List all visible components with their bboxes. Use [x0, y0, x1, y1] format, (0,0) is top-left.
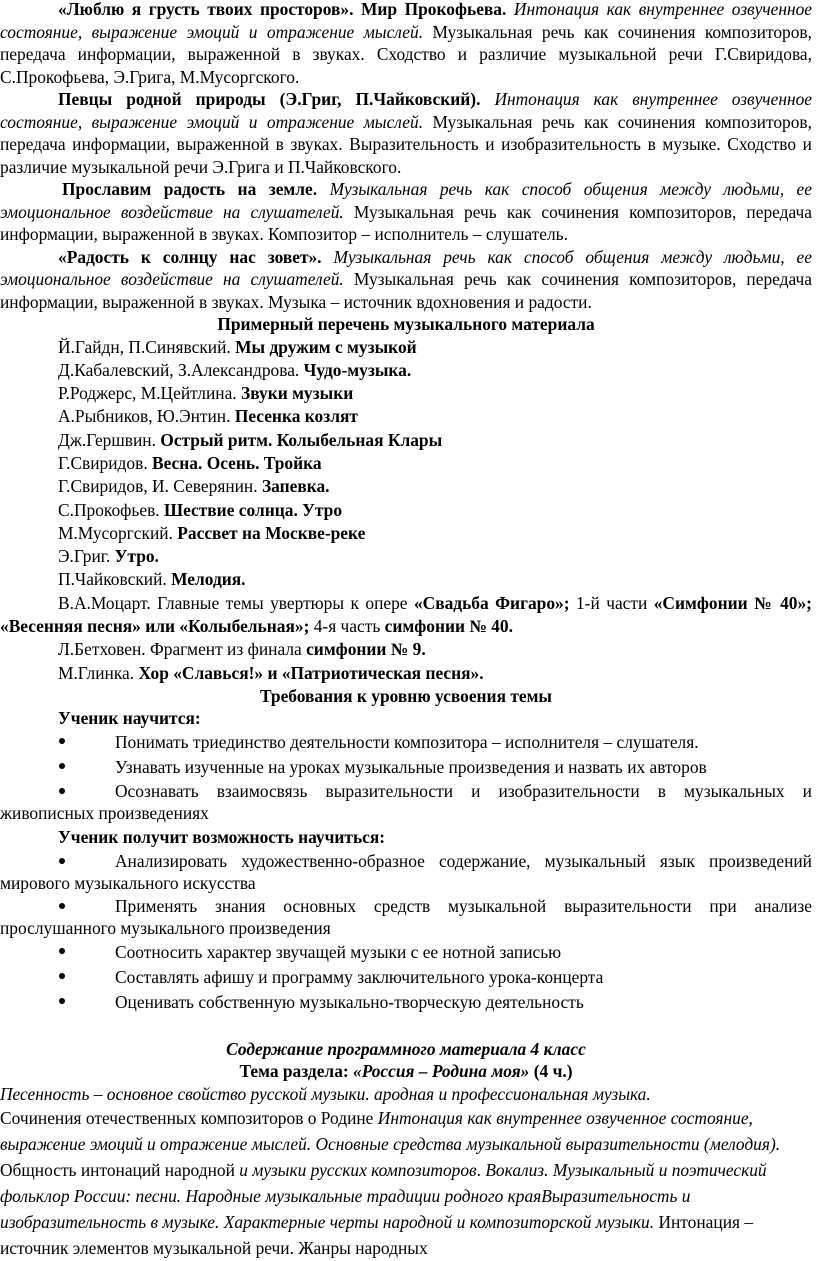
- section-italic: Интонация как внутреннее озвученное состояние, выражение эмоций и отражение мыслей.: [0, 89, 812, 132]
- learn-item: Узнавать изученные на уроках музыкальные произведения и назвать их авторов: [0, 755, 812, 780]
- section-paragraph: [0, 88, 812, 178]
- opportunity-item: Соотносить характер звучащей музыки с ее нотной записью: [0, 940, 812, 965]
- section-title: «Люблю я грусть твоих просторов». Мир Прокофьева.: [58, 0, 507, 19]
- opportunity-item: Применять знания основных средств музыкальной выразительности при анализе прослушанного музыкального произведения: [0, 895, 812, 939]
- theme-heading: Тема раздела: «Россия – Родина моя» (4 ч.): [239, 1061, 573, 1082]
- material-item-glinka: М.Глинка. Хор «Славься!» и «Патриотическая песня».: [58, 662, 484, 683]
- section-text: Музыкальная речь как сочинения композиторов, передача информации, выраженной в звуках. Музыка – источник вдохновения и радости.: [0, 269, 812, 312]
- content-paragraph: Песенность – основное свойство русской музыки. ародная и профессиональная музыка.: [0, 1083, 651, 1104]
- content-paragraph: Сочинения отечественных композиторов о Родине Интонация как внутреннее озвученное состояние, выражение эмоций и отражение мыслей. Основные средства музыкальной выразительности (мелодия). Общность интонаций народной и музыки русских композиторов. Вокализ. Музыкальный и поэтический фольклор России: песни. Народные музыкальные традиции родного краяВыразительность и изобразительность в музыке. Характерные черты народной и композиторской музыки. Интонация – источник элементов музыкальной речи. Жанры народных: [0, 1108, 781, 1259]
- material-item: Э.Григ. Утро.: [58, 546, 159, 567]
- material-item: Р.Роджерс, М.Цейтлина. Звуки музыки: [58, 383, 354, 404]
- material-item: А.Рыбников, Ю.Энтин. Песенка козлят: [58, 406, 358, 427]
- section-italic: Музыкальная речь как способ общения между людьми, ее эмоциональное воздействие на слушателей.: [0, 179, 812, 222]
- opportunity-item: Составлять афишу и программу заключительного урока-концерта: [0, 965, 812, 990]
- opportunity-item: Анализировать художественно-образное содержание, музыкальный язык произведений мирового музыкального искусства: [0, 850, 812, 894]
- material-heading: Примерный перечень музыкального материала: [217, 314, 595, 334]
- section-italic: Интонация как внутреннее озвученное состояние, выражение эмоций и отражение мыслей.: [0, 0, 813, 42]
- learn-item: Осознавать взаимосвязь выразительности и изобразительности в музыкальных и живописных произведениях: [0, 780, 812, 824]
- section-title: Певцы родной природы (Э.Григ, П.Чайковский).: [58, 89, 481, 109]
- material-list: [0, 336, 812, 685]
- section-text: Музыкальная речь как сочинения композиторов, передача информации, выраженной в звуках. Сходство и различие музыкальной речи Г.Свиридова, С.Прокофьева, Э.Грига, М.Мусоргского.: [0, 21, 812, 87]
- section-text: Музыкальная речь как сочинения композиторов, передача информации, выраженной в звуках. Выразительность и изобразительность в музыке. Сходство и различие музыкальной речи Э.Грига и П.Чайковского.: [0, 111, 812, 177]
- material-item-beethoven: Л.Бетховен. Фрагмент из финала симфонии № 9.: [58, 639, 426, 660]
- learn-item: Понимать триединство деятельности композитора – исполнителя – слушателя.: [0, 730, 812, 755]
- section-text: Музыкальная речь как сочинения композиторов, передача информации, выраженной в звуках. Композитор – исполнитель – слушатель.: [0, 201, 812, 244]
- opportunity-title: Ученик получит возможность научиться:: [58, 826, 386, 847]
- opportunity-item: Оценивать собственную музыкально-творческую деятельность: [0, 990, 812, 1015]
- material-item: П.Чайковский. Мелодия.: [58, 569, 246, 590]
- material-item: Дж.Гершвин. Острый ритм. Колыбельная Клары: [58, 429, 443, 450]
- section-paragraph: [0, 246, 812, 314]
- material-item-mozart: В.А.Моцарт. Главные темы увертюры к опере «Свадьба Фигаро»; 1-й части «Симфонии № 40»; «Весенняя песня» или «Колыбельная»; 4-я часть симфонии № 40.: [0, 592, 812, 637]
- spacer: [0, 1015, 812, 1038]
- material-item: Г.Свиридов, И. Северянин. Запевка.: [58, 476, 330, 497]
- material-item: Г.Свиридов. Весна. Осень. Тройка: [58, 452, 322, 473]
- section-title: Прославим радость на земле.: [62, 179, 318, 199]
- material-item: Д.Кабалевский, З.Александрова. Чудо-музыка.: [58, 359, 412, 380]
- section-italic: Музыкальная речь как способ общения между людьми, ее эмоциональное воздействие на слушателей.: [0, 246, 812, 289]
- material-item: Й.Гайдн, П.Синявский. Мы дружим с музыкой: [58, 336, 417, 357]
- learn-title: Ученик научится:: [58, 708, 201, 729]
- material-item: М.Мусоргский. Рассвет на Москве-реке: [58, 522, 366, 543]
- requirements-heading: Требования к уровню усвоения темы: [259, 685, 553, 706]
- content-heading: Содержание программного материала 4 класс: [226, 1038, 586, 1059]
- section-paragraph: [0, 178, 812, 246]
- section-title: «Радость к солнцу нас зовет».: [58, 246, 322, 267]
- section-paragraph: [0, 0, 812, 88]
- material-item: С.Прокофьев. Шествие солнца. Утро: [58, 499, 343, 520]
